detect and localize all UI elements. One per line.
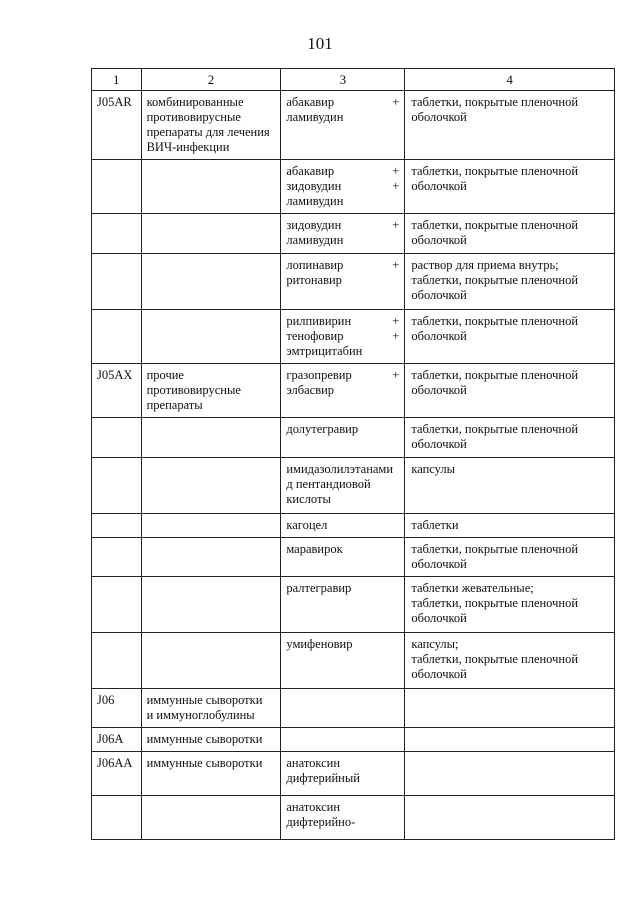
dosage-form-cell (405, 538, 615, 577)
combination-mark: + (392, 95, 400, 109)
dosage-form-line: оболочкой (411, 383, 467, 397)
substance-cell (281, 728, 405, 752)
substance-name: ламивудин (286, 194, 344, 208)
anatomical-group-cell (141, 728, 281, 752)
table-row (92, 796, 615, 840)
atc-code-cell (92, 254, 142, 310)
table-row (92, 418, 615, 458)
substance-name: ралтегравир (286, 581, 352, 595)
group-line: и иммуноглобулины (146, 708, 255, 722)
atc-code-cell (92, 458, 142, 514)
substance-name: дифтерийно- (286, 815, 356, 829)
substance-line (286, 422, 399, 437)
substance-cell (281, 418, 405, 458)
dosage-form-line: таблетки, покрытые пленочной (411, 596, 579, 610)
atc-code-cell (92, 633, 142, 689)
dosage-form-cell (405, 418, 615, 458)
table-row (92, 689, 615, 728)
table-body (92, 91, 615, 840)
substance-cell (281, 310, 405, 364)
table-row (92, 364, 615, 418)
substance-line (286, 492, 399, 507)
combination-mark: + (392, 368, 400, 382)
substance-line (286, 581, 399, 596)
dosage-form-cell (405, 91, 615, 160)
anatomical-group-cell (141, 458, 281, 514)
dosage-form-cell (405, 577, 615, 633)
substance-name: зидовудин (286, 179, 342, 193)
substance-name: гразопревир (286, 368, 352, 382)
combination-mark: + (392, 218, 400, 232)
dosage-form-cell (405, 214, 615, 254)
group-line: комбинированные (146, 95, 244, 109)
atc-code-cell: J05AX (92, 364, 142, 418)
substance-line (286, 637, 399, 652)
table-row (92, 633, 615, 689)
table-row (92, 310, 615, 364)
column-header-1: 1 (92, 69, 142, 91)
dosage-form-line: таблетки жевательные; (411, 581, 534, 595)
substance-name: анатоксин (286, 800, 341, 814)
atc-code-cell (92, 418, 142, 458)
dosage-form-line: оболочкой (411, 557, 467, 571)
dosage-form-line: оболочкой (411, 329, 467, 343)
substance-name: кагоцел (286, 518, 328, 532)
substance-name: кислоты (286, 492, 331, 506)
anatomical-group-cell (141, 418, 281, 458)
combination-mark: + (392, 258, 400, 272)
anatomical-group-cell (141, 514, 281, 538)
substance-name: долутегравир (286, 422, 359, 436)
combination-mark: + (392, 179, 400, 193)
substance-line (286, 329, 399, 344)
substance-name: рилпивирин (286, 314, 352, 328)
anatomical-group-cell (141, 538, 281, 577)
dosage-form-line: оболочкой (411, 110, 467, 124)
anatomical-group-cell (141, 310, 281, 364)
dosage-form-line: таблетки, покрытые пленочной (411, 652, 579, 666)
dosage-form-line: таблетки, покрытые пленочной (411, 314, 579, 328)
dosage-form-cell (405, 254, 615, 310)
substance-cell (281, 538, 405, 577)
anatomical-group-cell (141, 91, 281, 160)
dosage-form-line: таблетки, покрытые пленочной (411, 164, 579, 178)
atc-code-cell (92, 514, 142, 538)
substance-cell (281, 458, 405, 514)
anatomical-group-cell (141, 577, 281, 633)
table-row (92, 214, 615, 254)
substance-line (286, 756, 399, 771)
dosage-form-line: оболочкой (411, 437, 467, 451)
anatomical-group-cell (141, 214, 281, 254)
substance-name: д пентандиовой (286, 477, 371, 491)
substance-cell (281, 364, 405, 418)
atc-code-cell (92, 538, 142, 577)
substance-name: зидовудин (286, 218, 342, 232)
substance-cell (281, 796, 405, 840)
anatomical-group-cell (141, 752, 281, 796)
substance-cell (281, 160, 405, 214)
substance-cell (281, 752, 405, 796)
dosage-form-line: оболочкой (411, 288, 467, 302)
substance-name: лопинавир (286, 258, 344, 272)
dosage-form-cell (405, 364, 615, 418)
dosage-form-line: таблетки, покрытые пленочной (411, 218, 579, 232)
substance-name: элбасвир (286, 383, 335, 397)
group-line: иммунные сыворотки (146, 732, 263, 746)
substance-name: абакавир (286, 164, 335, 178)
substance-line (286, 314, 399, 329)
table-header-row (92, 69, 615, 91)
atc-code-cell: J06 (92, 689, 142, 728)
atc-code-cell (92, 796, 142, 840)
anatomical-group-cell (141, 689, 281, 728)
substance-line (286, 233, 399, 248)
substance-line (286, 462, 399, 477)
substance-line (286, 771, 399, 786)
substance-name: умифеновир (286, 637, 353, 651)
table-row (92, 91, 615, 160)
atc-code-cell (92, 310, 142, 364)
dosage-form-line: таблетки, покрытые пленочной (411, 95, 579, 109)
dosage-form-line: оболочкой (411, 667, 467, 681)
substance-line (286, 542, 399, 557)
substance-cell (281, 689, 405, 728)
substance-line (286, 95, 399, 110)
dosage-form-line: раствор для приема внутрь; (411, 258, 559, 272)
page-number: 101 (307, 34, 333, 53)
substance-line (286, 194, 399, 209)
dosage-form-line: оболочкой (411, 233, 467, 247)
group-line: иммунные сыворотки (146, 756, 263, 770)
table-row (92, 160, 615, 214)
group-line: противовирусные (146, 110, 241, 124)
substance-line (286, 815, 399, 830)
substance-name: тенофовир (286, 329, 344, 343)
dosage-form-line: таблетки, покрытые пленочной (411, 368, 579, 382)
dosage-form-line: таблетки, покрытые пленочной (411, 422, 579, 436)
atc-code-cell: J05AR (92, 91, 142, 160)
substance-cell (281, 577, 405, 633)
column-header-3: 3 (281, 69, 405, 91)
substance-name: абакавир (286, 95, 335, 109)
substance-line (286, 164, 399, 179)
substance-name: эмтрицитабин (286, 344, 363, 358)
dosage-form-cell (405, 752, 615, 796)
group-line: препараты (146, 398, 203, 412)
substance-line (286, 273, 399, 288)
anatomical-group-cell (141, 254, 281, 310)
substance-line (286, 258, 399, 273)
substance-line (286, 218, 399, 233)
anatomical-group-cell (141, 364, 281, 418)
table-row (92, 538, 615, 577)
anatomical-group-cell (141, 160, 281, 214)
substance-line (286, 179, 399, 194)
atc-code-cell: J06AA (92, 752, 142, 796)
substance-line (286, 344, 399, 359)
dosage-form-line: оболочкой (411, 179, 467, 193)
anatomical-group-cell (141, 633, 281, 689)
substance-name: анатоксин (286, 756, 341, 770)
dosage-form-line: таблетки, покрытые пленочной (411, 273, 579, 287)
table-row (92, 514, 615, 538)
group-line: препараты для лечения (146, 125, 270, 139)
dosage-form-line: таблетки (411, 518, 459, 532)
substance-name: дифтерийный (286, 771, 360, 785)
table-row (92, 254, 615, 310)
substance-name: ритонавир (286, 273, 342, 287)
dosage-form-cell (405, 514, 615, 538)
substance-line (286, 110, 399, 125)
table-row (92, 458, 615, 514)
combination-mark: + (392, 164, 400, 178)
substance-name: ламивудин (286, 110, 344, 124)
substance-cell (281, 254, 405, 310)
column-header-2: 2 (141, 69, 281, 91)
dosage-form-cell (405, 310, 615, 364)
substance-line (286, 383, 399, 398)
atc-code-cell (92, 214, 142, 254)
dosage-form-cell (405, 160, 615, 214)
drug-table (91, 68, 615, 840)
substance-name: ламивудин (286, 233, 344, 247)
column-header-4: 4 (405, 69, 615, 91)
dosage-form-cell (405, 458, 615, 514)
group-line: прочие (146, 368, 184, 382)
substance-name: имидазолилэтанами (286, 462, 394, 476)
group-line: иммунные сыворотки (146, 693, 263, 707)
substance-cell (281, 214, 405, 254)
combination-mark: + (392, 329, 400, 343)
substance-cell (281, 514, 405, 538)
table-row (92, 577, 615, 633)
dosage-form-line: таблетки, покрытые пленочной (411, 542, 579, 556)
substance-name: маравирок (286, 542, 343, 556)
dosage-form-line: капсулы; (411, 637, 459, 651)
group-line: противовирусные (146, 383, 241, 397)
dosage-form-cell (405, 689, 615, 728)
dosage-form-line: капсулы (411, 462, 456, 476)
dosage-form-cell (405, 633, 615, 689)
substance-line (286, 518, 399, 533)
combination-mark: + (392, 314, 400, 328)
substance-cell (281, 633, 405, 689)
atc-code-cell: J06A (92, 728, 142, 752)
substance-line (286, 368, 399, 383)
substance-cell (281, 91, 405, 160)
dosage-form-cell (405, 728, 615, 752)
atc-code-cell (92, 577, 142, 633)
dosage-form-cell (405, 796, 615, 840)
substance-line (286, 800, 399, 815)
group-line: ВИЧ-инфекции (146, 140, 230, 154)
atc-code-cell (92, 160, 142, 214)
table-row (92, 728, 615, 752)
substance-line (286, 477, 399, 492)
dosage-form-line: оболочкой (411, 611, 467, 625)
table-row (92, 752, 615, 796)
anatomical-group-cell (141, 796, 281, 840)
